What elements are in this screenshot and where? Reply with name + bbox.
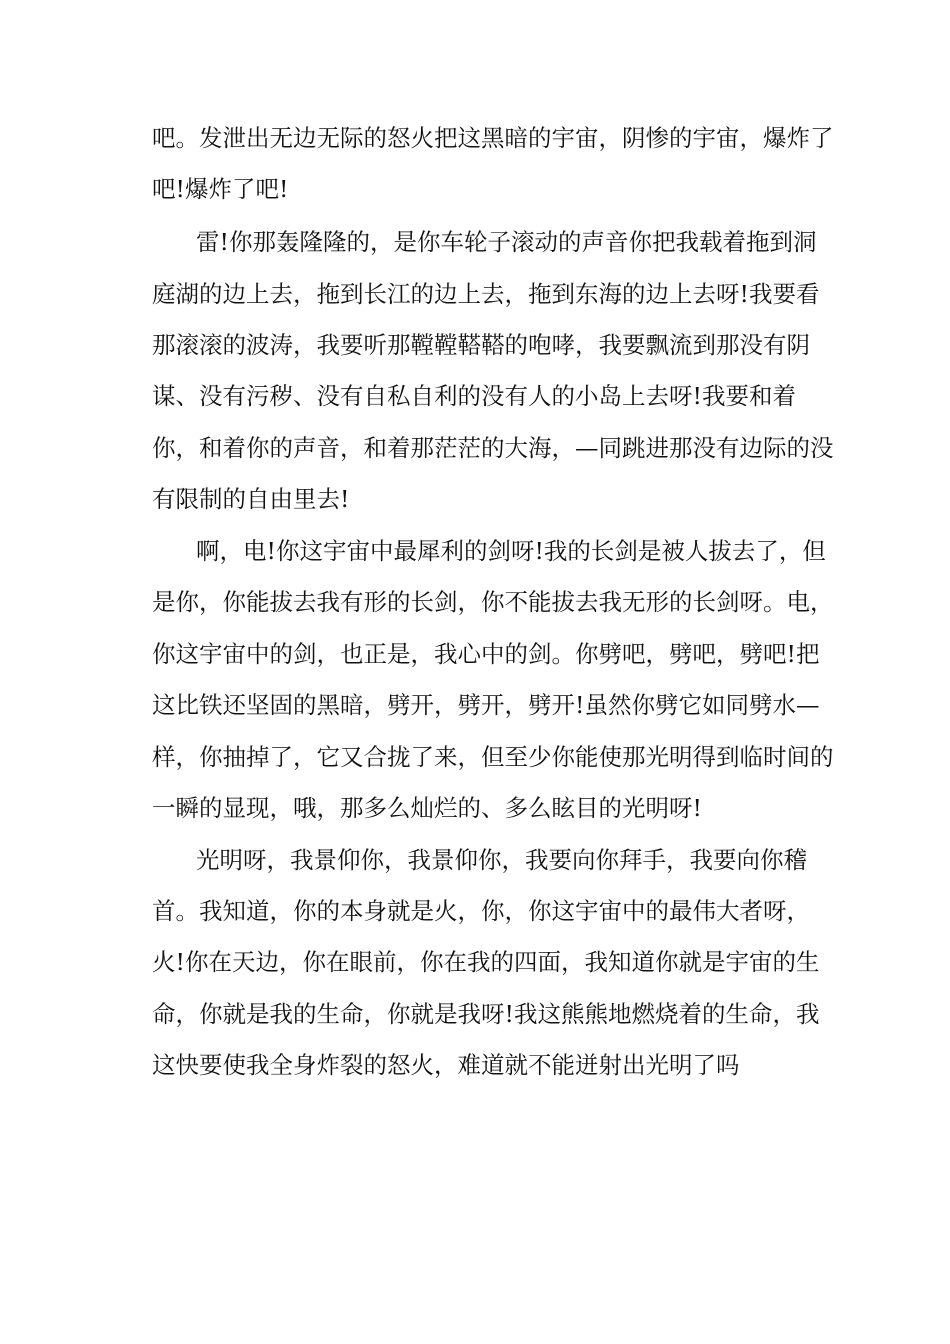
- text-line: 火!你在天边，你在眼前，你在我的四面，我知道你就是宇宙的生: [152, 948, 820, 976]
- text-line: 这比铁还坚固的黑暗，劈开，劈开，劈开!虽然你劈它如同劈水—: [152, 691, 820, 719]
- text-line: 这快要使我全身炸裂的怒火，难道就不能迸射出光明了吗: [152, 1051, 740, 1079]
- text-line: 雷!你那轰隆隆的，是你车轮子滚动的声音你把我载着拖到洞: [196, 228, 817, 256]
- text-line: 那滚滚的波涛，我要听那鞺鞺鞳鞳的咆哮，我要飘流到那没有阴: [152, 331, 810, 359]
- text-line: 庭湖的边上去，拖到长江的边上去，拖到东海的边上去呀!我要看: [152, 280, 820, 308]
- text-line: 光明呀，我景仰你，我景仰你，我要向你拜手，我要向你稽: [196, 846, 807, 874]
- text-line: 你，和着你的声音，和着那茫茫的大海，—同跳进那没有边际的没: [152, 434, 834, 462]
- text-line: 你这宇宙中的剑，也正是，我心中的剑。你劈吧，劈吧，劈吧!把: [152, 640, 820, 668]
- text-line: 首。我知道，你的本身就是火，你，你这宇宙中的最伟大者呀，: [152, 897, 810, 925]
- text-line: 是你，你能拔去我有形的长剑，你不能拔去我无形的长剑呀。电，: [152, 588, 834, 616]
- text-line: 有限制的自由里去!: [152, 485, 350, 513]
- text-line: 命，你就是我的生命，你就是我呀!我这熊熊地燃烧着的生命，我: [152, 1000, 820, 1028]
- text-line: 样，你抽掉了，它又合拢了来，但至少你能使那光明得到临时间的: [152, 743, 834, 771]
- text-line: 谋、没有污秽、没有自私自利的没有人的小岛上去呀!我要和着: [152, 382, 796, 410]
- text-line: 吧。发泄出无边无际的怒火把这黑暗的宇宙，阴惨的宇宙，爆炸了: [152, 124, 834, 152]
- text-line: 一瞬的显现，哦，那多么灿烂的、多么眩目的光明呀!: [152, 794, 702, 822]
- text-line: 吧!爆炸了吧!: [152, 175, 289, 203]
- text-line: 啊，电!你这宇宙中最犀利的剑呀!我的长剑是被人拔去了，但: [196, 537, 826, 565]
